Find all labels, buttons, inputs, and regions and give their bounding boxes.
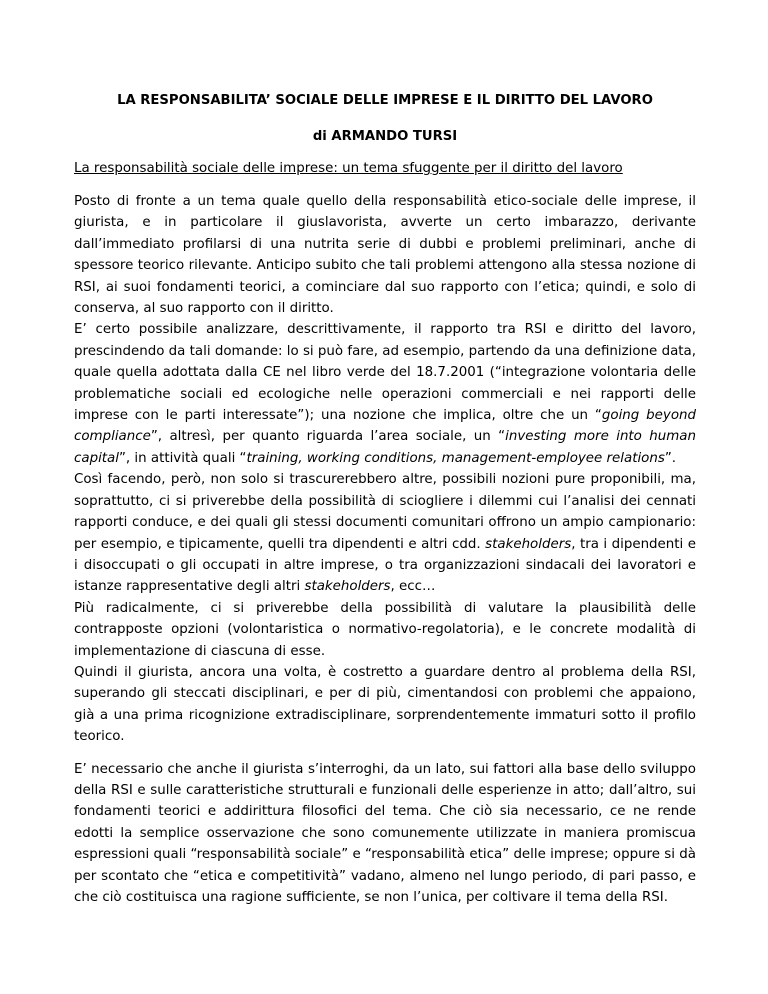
paragraph-5: Quindi il giurista, ancora una volta, è costretto a guardare dentro al problema della RSI, superando gli steccati disciplinari, e per di più, cimentandosi con problemi che appaiono, già a una prima ricognizione extradisciplinare, sorprendentemente immaturi sotto il profilo teorico. bbox=[74, 664, 696, 745]
paragraph-6: E’ necessario che anche il giurista s’interroghi, da un lato, sui fattori alla base dello sviluppo della RSI e sulle caratteristiche strutturali e funzionali delle esperienze in atto; dall’altro, sui fondamenti teorici e addirittura filosofici del tema. Che ciò sia necessario, ce ne rende edotti la semplice osservazione che sono comunemente utilizzate in maniera promiscua espressioni quali “responsabilità sociale” e “responsabilità etica” delle imprese; oppure si dà per scontato che “etica e competitività” vadano, almeno nel lungo periodo, di pari passo, e che ciò costituisca una ragione sufficiente, se non l’unica, per coltivare il tema della RSI. bbox=[74, 761, 696, 905]
paragraph-3-italic-1: stakeholders bbox=[485, 536, 572, 552]
paragraph-3-text-1: Così facendo, però, non solo si trascurerebbero altre, possibili nozioni pure proponibili, ma, soprattutto, ci si priverebbe della possibilità di sciogliere i dilemmi cui l’analisi dei cennati rapporti conduce, e dei quali gli stessi documenti comunitari offrono un ampio campionario: per esempio, e tipicamente, quelli tra dipendenti e altri cdd. bbox=[74, 472, 696, 552]
document-page bbox=[74, 90, 696, 908]
paragraph-3-italic-2: stakeholders bbox=[304, 579, 391, 595]
paragraph-2-text-1: E’ certo possibile analizzare, descrittivamente, il rapporto tra RSI e diritto del lavoro, prescindendo da tali domande: lo si può fare, ad esempio, partendo da una definizione data, quale quella adottata dalla CE nel libro verde del 18.7.2001 (“integrazione volontaria delle problematiche sociali ed ecologiche nelle operazioni commerciali e nei rapporti delle imprese con le parti interessate”); una nozione che implica, oltre che un “ bbox=[74, 322, 696, 424]
paragraph-3-text-2: , tra i dipendenti e i disoccupati o gli occupati in altre imprese, o tra organizzazioni sindacali dei lavoratori e istanze rappresentative degli altri bbox=[74, 536, 696, 595]
paragraph-3-text-3: , ecc… bbox=[390, 579, 436, 595]
document-author: di ARMANDO TURSI bbox=[312, 129, 458, 144]
paragraph-2-italic-2: investing more into human capital bbox=[74, 429, 696, 466]
section-heading: La responsabilità sociale delle imprese: un tema sfuggente per il diritto del lavoro bbox=[74, 161, 623, 176]
paragraph-2 bbox=[74, 319, 696, 469]
paragraph-3 bbox=[74, 469, 696, 597]
paragraph-2-italic-1: going beyond compliance bbox=[74, 408, 696, 445]
paragraph-4: Più radicalmente, ci si priverebbe della possibilità di valutare la plausibilità delle contrapposte opzioni (volontaristica o normativo-regolatoria), e le concrete modalità di implementazione di ciascuna di esse. bbox=[74, 600, 696, 659]
paragraph-2-text-3: ”, in attività quali “ bbox=[118, 450, 247, 466]
paragraph-2-italic-3: training, working conditions, management-employee relations bbox=[246, 450, 665, 466]
paragraph-2-text-4: ”. bbox=[664, 450, 677, 466]
paragraph-2-text-2: ”, altresì, per quanto riguarda l’area sociale, un “ bbox=[150, 429, 506, 445]
paragraph-1: Posto di fronte a un tema quale quello della responsabilità etico-sociale delle imprese, il giurista, e in particolare il giuslavorista, avverte un certo imbarazzo, derivante dall’immediato profilarsi di una nutrita serie di dubbi e problemi preliminari, anche di spessore teorico rilevante. Anticipo subito che tali problemi attengono alla stessa nozione di RSI, ai suoi fondamenti teorici, a cominciare dal suo rapporto con l’etica; quindi, e solo di conserva, al suo rapporto con il diritto. bbox=[74, 194, 696, 317]
document-title: LA RESPONSABILITA’ SOCIALE DELLE IMPRESE E IL DIRITTO DEL LAVORO bbox=[117, 93, 653, 108]
